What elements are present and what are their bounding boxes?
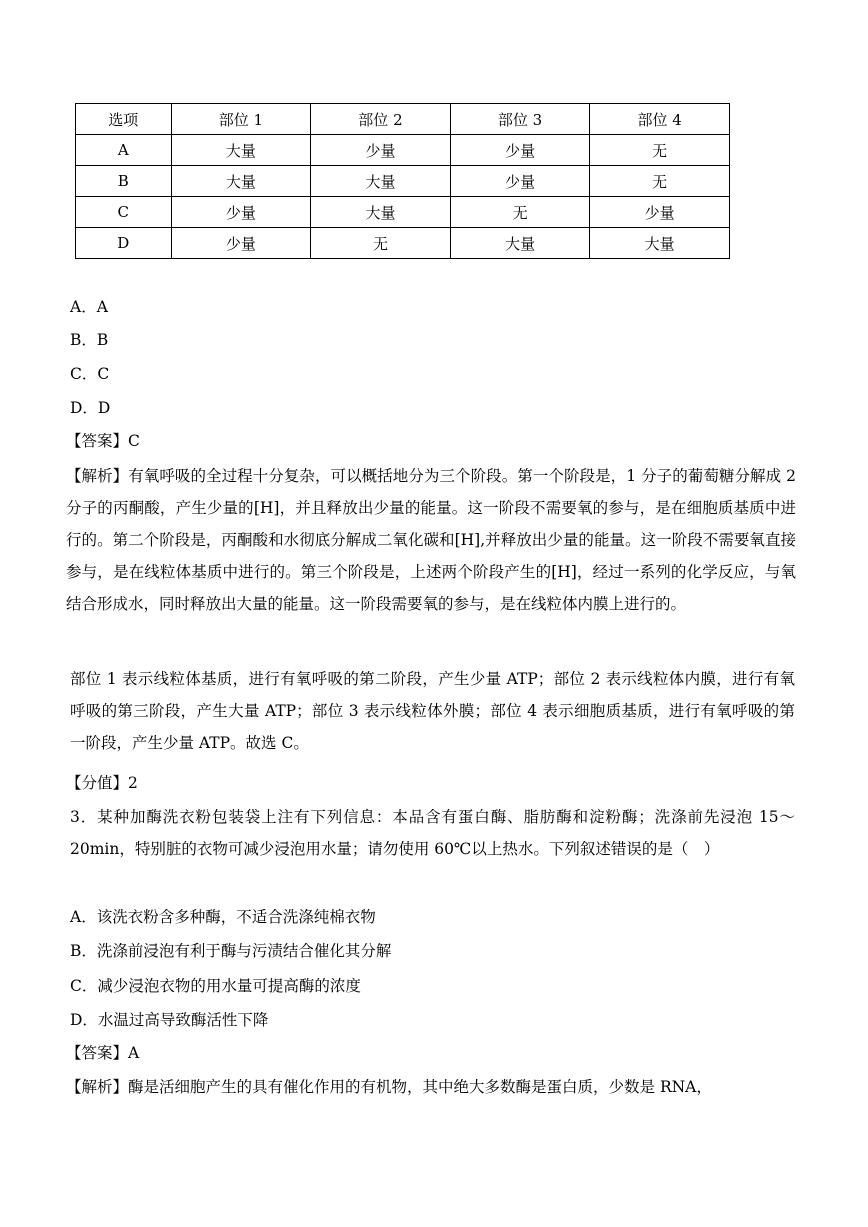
- analysis-label: 【解析】: [66, 467, 129, 485]
- answer-value: A: [128, 1044, 140, 1062]
- table-cell: 大量: [171, 166, 311, 197]
- table-header-cell: 部位 2: [311, 104, 451, 135]
- answer-label: 【答案】: [66, 1044, 129, 1062]
- table-row: [76, 197, 730, 228]
- answer-line: [66, 431, 140, 451]
- table-cell: 少量: [590, 197, 730, 228]
- question-3-stem: 3．某种加酶洗衣粉包装袋上注有下列信息：本品含有蛋白酶、脂肪酶和淀粉酶；洗涤前先浸泡 15～20min，特别脏的衣物可减少浸泡用水量；请勿使用 60℃以上热水。下列叙述错误的是（ ）: [70, 808, 795, 858]
- score-line: [66, 773, 138, 793]
- q3-answer-line: [66, 1043, 139, 1063]
- table-cell: C: [76, 197, 172, 228]
- score-value: 2: [128, 774, 138, 792]
- table-cell: A: [76, 135, 172, 166]
- analysis-text: 有氧呼吸的全过程十分复杂，可以概括地分为三个阶段。第一个阶段是，1 分子的葡萄糖分解成 2 分子的丙酮酸，产生少量的[H]，并且释放出少量的能量。这一阶段不需要氧的参与，是在细胞质基质中进行的。第二个阶段是，丙酮酸和水彻底分解成二氧化碳和[H],并释放出少量的能量。这一阶段不需要氧直接参与，是在线粒体基质中进行的。第三个阶段是，上述两个阶段产生的[H]，经过一系列的化学反应，与氧结合形成水，同时释放出大量的能量。这一阶段需要氧的参与，是在线粒体内膜上进行的。: [66, 467, 796, 613]
- analysis-paragraph: [66, 460, 796, 620]
- analysis-label: 【解析】: [66, 1078, 129, 1096]
- table-cell: 少量: [171, 228, 311, 259]
- table-row: [76, 166, 730, 197]
- table-cell: B: [76, 166, 172, 197]
- q3-option-c: C．减少浸泡衣物的用水量可提高酶的浓度: [70, 977, 361, 995]
- table-cell: 大量: [171, 135, 311, 166]
- table-header-cell: 部位 3: [450, 104, 590, 135]
- analysis-text: 酶是活细胞产生的具有催化作用的有机物，其中绝大多数酶是蛋白质，少数是 RNA，: [128, 1078, 712, 1096]
- option-b: B．B: [70, 331, 109, 349]
- table-cell: D: [76, 228, 172, 259]
- table-cell: 大量: [450, 228, 590, 259]
- option-a: A．A: [70, 298, 108, 316]
- q3-analysis-line: [66, 1077, 712, 1097]
- option-c: C．C: [70, 365, 110, 383]
- table-cell: 无: [590, 135, 730, 166]
- answer-label: 【答案】: [66, 432, 129, 450]
- table-row: [76, 228, 730, 259]
- table-cell: 少量: [311, 135, 451, 166]
- table-cell: 少量: [450, 166, 590, 197]
- options-table: [75, 103, 730, 259]
- table-cell: 无: [590, 166, 730, 197]
- table-row: [76, 135, 730, 166]
- table-cell: 少量: [450, 135, 590, 166]
- score-label: 【分值】: [66, 774, 129, 792]
- table-cell: 大量: [311, 197, 451, 228]
- table-header-row: [76, 104, 730, 135]
- q3-option-d: D．水温过高导致酶活性下降: [70, 1011, 269, 1029]
- table-cell: 无: [311, 228, 451, 259]
- table-cell: 大量: [590, 228, 730, 259]
- table-header-cell: 部位 1: [171, 104, 311, 135]
- option-d: D．D: [70, 399, 111, 417]
- table-cell: 大量: [311, 166, 451, 197]
- table-header-cell: 部位 4: [590, 104, 730, 135]
- q3-option-a: A．该洗衣粉含多种酶，不适合洗涤纯棉衣物: [70, 908, 376, 926]
- table-header-cell: 选项: [76, 104, 172, 135]
- analysis-paragraph-2: 部位 1 表示线粒体基质，进行有氧呼吸的第二阶段，产生少量 ATP；部位 2 表示线粒体内膜，进行有氧呼吸的第三阶段，产生大量 ATP；部位 3 表示线粒体外膜；部位 4 表示细胞质基质，进行有氧呼吸的第一阶段，产生少量 ATP。故选 C。: [70, 670, 795, 752]
- q3-option-b: B．洗涤前浸泡有利于酶与污渍结合催化其分解: [70, 942, 392, 960]
- table-cell: 少量: [171, 197, 311, 228]
- answer-value: C: [128, 432, 140, 450]
- table-cell: 无: [450, 197, 590, 228]
